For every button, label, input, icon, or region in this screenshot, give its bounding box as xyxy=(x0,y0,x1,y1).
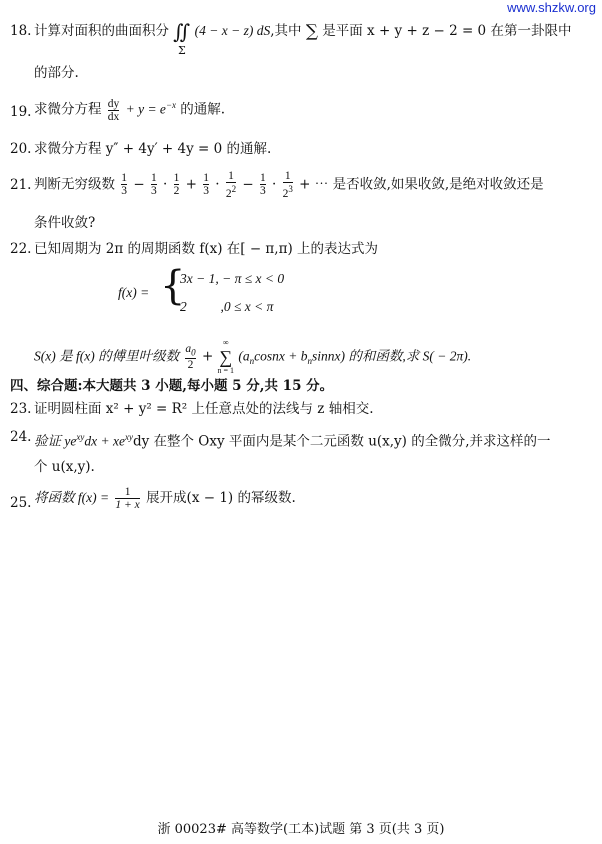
page-footer: 浙 00023# 高等数学(工本)试题 第 3 页(共 3 页) xyxy=(157,822,445,837)
text-segment: 是平面 x + y + z − 2 = 0 在第一卦限中 xyxy=(322,23,572,39)
question-text: 将函数 f(x) = $\frac{1}{1 + x}$ 展开成(x − 1) 的幂级数. xyxy=(34,486,296,511)
section-heading: 四、综合题:本大题共 3 小题,每小题 5 分,共 15 分。 xyxy=(10,378,334,394)
question-text: 判断无穷级数 $\frac{1}{3}$ − $\frac{1}{3}$ · $\frac{1}{2}$ + $\frac{1}{3}$ · $\frac{1}{2^2}$ − $\frac{1}{3}$ · $\frac{1}{2^3}$ + ⋯ 是否收敛,如果收敛,是绝对收敛还是 xyxy=(34,170,544,200)
question-23 xyxy=(0,400,602,420)
watermark: www.shzkw.org xyxy=(507,0,596,15)
integral-subscript: Σ xyxy=(178,44,186,57)
text-segment: 求微分方程 xyxy=(34,101,102,118)
text-segment: (a xyxy=(238,348,250,364)
text-segment: S(x) 是 f(x) 的傅里叶级数 xyxy=(34,348,180,364)
question-21 xyxy=(0,168,602,234)
question-20 xyxy=(0,140,602,160)
brace-symbol: { xyxy=(160,263,186,309)
question-text xyxy=(34,19,572,44)
integrand: (4 − x − z) dS xyxy=(194,23,271,38)
fraction: $\frac{a_0}{2}$ xyxy=(185,342,196,372)
fraction xyxy=(108,98,120,123)
text-segment: ,其中 xyxy=(270,23,302,39)
piecewise-case-1: 3x − 1, − π ≤ x < 0 xyxy=(180,271,285,286)
question-number: 21. xyxy=(10,177,32,193)
question-number: 18. xyxy=(10,23,32,39)
fraction: $\frac{1}{1 + x}$ xyxy=(115,486,140,511)
fraction-numerator: dy xyxy=(107,97,120,110)
text-segment: 是否收敛,如果收敛,是绝对收敛还是 xyxy=(332,176,544,193)
double-integral-symbol: ∬ xyxy=(173,19,191,44)
text-segment: 的通解. xyxy=(176,101,226,118)
question-text-continued: 个 u(x,y). xyxy=(34,459,95,475)
question-24 xyxy=(0,428,602,480)
text-segment: + y = e xyxy=(125,101,166,117)
question-25 xyxy=(0,486,602,522)
sigma-symbol: ∑ xyxy=(305,21,318,42)
question-text: 验证 $ye^{xy}dx + xe^{xy}dy$ 在整个 Oxy 平面内是某个二元函数 u(x,y) 的全微分,并求这样的一 xyxy=(34,432,551,450)
question-text: 求微分方程 y″ + 4y′ + 4y = 0 的通解. xyxy=(34,141,272,157)
piecewise-case-2: 2 ,0 ≤ x < π xyxy=(180,299,274,314)
question-number: 23. xyxy=(10,401,32,417)
question-text-continued: 的部分. xyxy=(34,65,79,81)
fraction-denominator: dx xyxy=(107,110,120,123)
text-segment: 计算对面积的曲面积分 xyxy=(34,23,169,39)
question-number: 25. xyxy=(10,495,32,511)
question-number: 19. xyxy=(10,104,32,120)
question-text: 已知周期为 2π 的周期函数 f(x) 在[ − π,π) 上的表达式为 xyxy=(34,241,379,257)
question-19 xyxy=(0,94,602,130)
text-segment: 判断无穷级数 xyxy=(34,176,115,193)
question-18 xyxy=(0,18,602,88)
piecewise-lhs: f(x) = xyxy=(118,285,150,300)
question-text: 证明圆柱面 x² + y² = R² 上任意点处的法线与 z 轴相交. xyxy=(34,401,374,417)
summation: ∞ ∑ n = 1 xyxy=(217,338,235,375)
question-number: 24. xyxy=(10,429,32,445)
question-text-continued: S(x) 是 f(x) 的傅里叶级数 $\frac{a_0}{2}$ + ∞ ∑ n = 1 ($a_ncosnx$ + $b_nsinnx$) 的和函数,求 S( − 2π). xyxy=(34,338,472,375)
question-number: 22. xyxy=(10,241,32,257)
exponent: −x xyxy=(165,100,177,110)
question-number: 20. xyxy=(10,141,32,157)
question-text xyxy=(34,96,225,123)
question-22 xyxy=(0,240,602,375)
question-text-continued: 条件收敛? xyxy=(34,215,96,231)
